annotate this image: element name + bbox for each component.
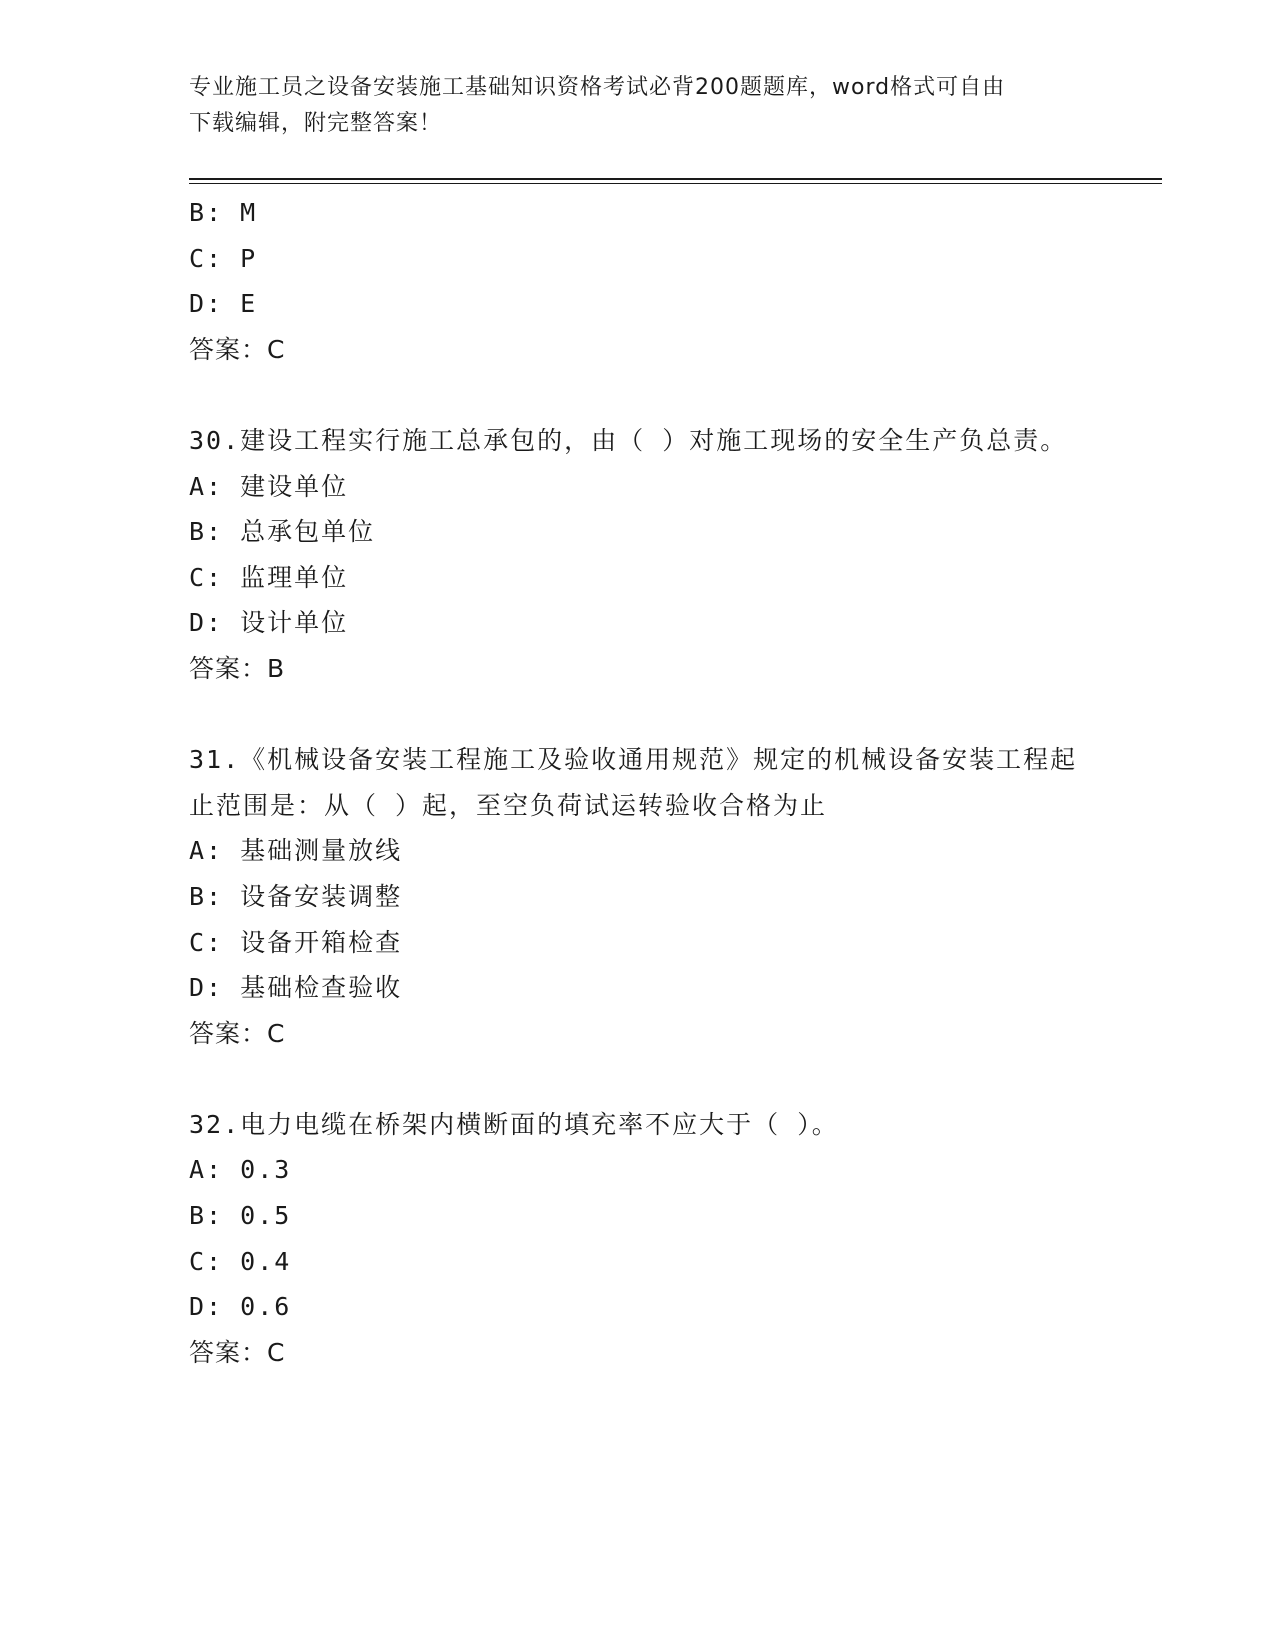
option-c: C: P	[189, 243, 258, 273]
question-30	[189, 418, 1089, 692]
option-d: D: 0.6	[189, 1292, 292, 1322]
option-b: B: M	[189, 198, 258, 227]
answer-line: 答案：C	[189, 1018, 286, 1048]
question-text: 31.《机械设备安装工程施工及验收通用规范》规定的机械设备安装工程起止范围是：从（ ）起，至空负荷试运转验收合格为止	[189, 745, 1078, 820]
option-d: D: 基础检查验收	[189, 973, 403, 1003]
header-title-line-2: 下载编辑，附完整答案！	[189, 111, 443, 136]
question-29-continued	[189, 190, 1089, 372]
document-header	[189, 70, 1089, 142]
question-31	[189, 737, 1089, 1056]
option-c: C: 0.4	[189, 1246, 292, 1276]
option-d: D: E	[189, 289, 258, 319]
header-divider-thin	[189, 183, 1162, 184]
spacer	[189, 692, 1089, 738]
answer-line: 答案：C	[189, 1337, 286, 1367]
question-list	[189, 190, 1089, 1375]
option-d: D: 设计单位	[189, 608, 349, 638]
option-a: A: 0.3	[189, 1155, 292, 1185]
question-text: 32.电力电缆在桥架内横断面的填充率不应大于（ ）。	[189, 1109, 839, 1139]
option-b: B: 0.5	[189, 1201, 292, 1231]
question-32	[189, 1102, 1089, 1376]
spacer	[189, 1056, 1089, 1102]
option-b: B: 设备安装调整	[189, 881, 403, 911]
option-a: A: 基础测量放线	[189, 836, 403, 866]
answer-line: 答案：C	[189, 334, 286, 364]
option-b: B: 总承包单位	[189, 517, 376, 547]
answer-line: 答案：B	[189, 653, 286, 683]
option-c: C: 设备开箱检查	[189, 927, 403, 957]
option-a: A: 建设单位	[189, 471, 349, 501]
header-divider-thick	[189, 178, 1162, 180]
option-c: C: 监理单位	[189, 562, 349, 592]
question-text: 30.建设工程实行施工总承包的，由（ ）对施工现场的安全生产负总责。	[189, 425, 1068, 455]
header-title-line-1: 专业施工员之设备安装施工基础知识资格考试必背200题题库，word格式可自由	[189, 75, 1006, 100]
spacer	[189, 372, 1089, 418]
